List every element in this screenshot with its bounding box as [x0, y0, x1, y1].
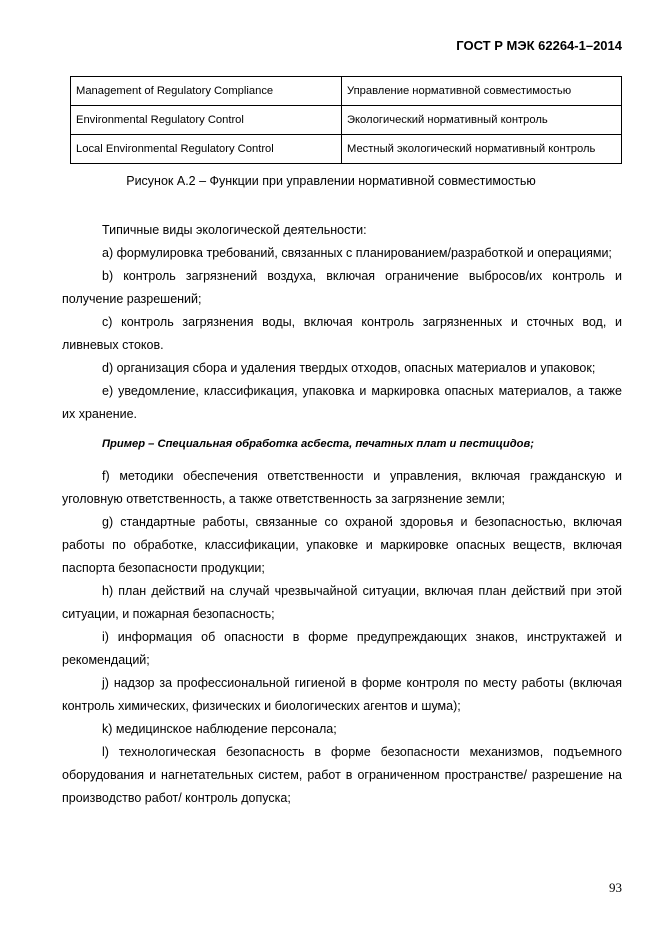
table-cell-en: Management of Regulatory Compliance: [71, 77, 342, 106]
list-item: c) контроль загрязнения воды, включая контроль загрязненных и сточных вод, и ливневых стоков.: [62, 315, 622, 352]
list-item: f) методики обеспечения ответственности и управления, включая гражданскую и уголовную ответственность, а также ответственность за загрязнение земли;: [62, 469, 622, 506]
table-cell-en: Environmental Regulatory Control: [71, 106, 342, 135]
list-item: h) план действий на случай чрезвычайной ситуации, включая план действий при этой ситуации, и пожарная безопасность;: [62, 584, 622, 621]
list-item: g) стандартные работы, связанные со охраной здоровья и безопасностью, включая работы по обработке, классификации, упаковке и маркировке опасных веществ, включая паспорта безопасности продукции;: [62, 515, 622, 575]
table-row: [71, 77, 622, 106]
table-row: [71, 106, 622, 135]
table-cell-ru: Экологический нормативный контроль: [342, 106, 622, 135]
example-note: Пример – Специальная обработка асбеста, печатных плат и пестицидов;: [102, 438, 534, 450]
intro-paragraph: Типичные виды экологической деятельности:: [102, 223, 367, 237]
list-item: e) уведомление, классификация, упаковка и маркировка опасных материалов, а также их хранение.: [62, 384, 622, 421]
table-row: [71, 135, 622, 164]
list-item: l) технологическая безопасность в форме безопасности механизмов, подъемного оборудования и нагнетательных систем, работ в ограниченном пространстве/ разрешение на производство работ/ контроль допуска;: [62, 745, 622, 805]
page-number: 93: [609, 880, 622, 895]
list-item: j) надзор за профессиональной гигиеной в форме контроля по месту работы (включая контроль химических, физических и биологических агентов и шума);: [62, 676, 622, 713]
figure-caption: Рисунок А.2 – Функции при управлении нормативной совместимостью: [126, 174, 536, 188]
list-item: k) медицинское наблюдение персонала;: [102, 722, 337, 736]
list-item: d) организация сбора и удаления твердых отходов, опасных материалов и упаковок;: [102, 361, 596, 375]
standard-header: ГОСТ Р МЭК 62264-1–2014: [456, 38, 622, 53]
table-cell-ru: Местный экологический нормативный контроль: [342, 135, 622, 164]
table-cell-en: Local Environmental Regulatory Control: [71, 135, 342, 164]
list-item: a) формулировка требований, связанных с планированием/разработкой и операциями;: [102, 246, 612, 260]
list-item: i) информация об опасности в форме предупреждающих знаков, инструктажей и рекомендаций;: [62, 630, 622, 667]
terms-table: [70, 76, 622, 164]
table-cell-ru: Управление нормативной совместимостью: [342, 77, 622, 106]
list-item: b) контроль загрязнений воздуха, включая ограничение выбросов/их контроль и получение разрешений;: [62, 269, 622, 306]
body-text: [62, 219, 622, 810]
